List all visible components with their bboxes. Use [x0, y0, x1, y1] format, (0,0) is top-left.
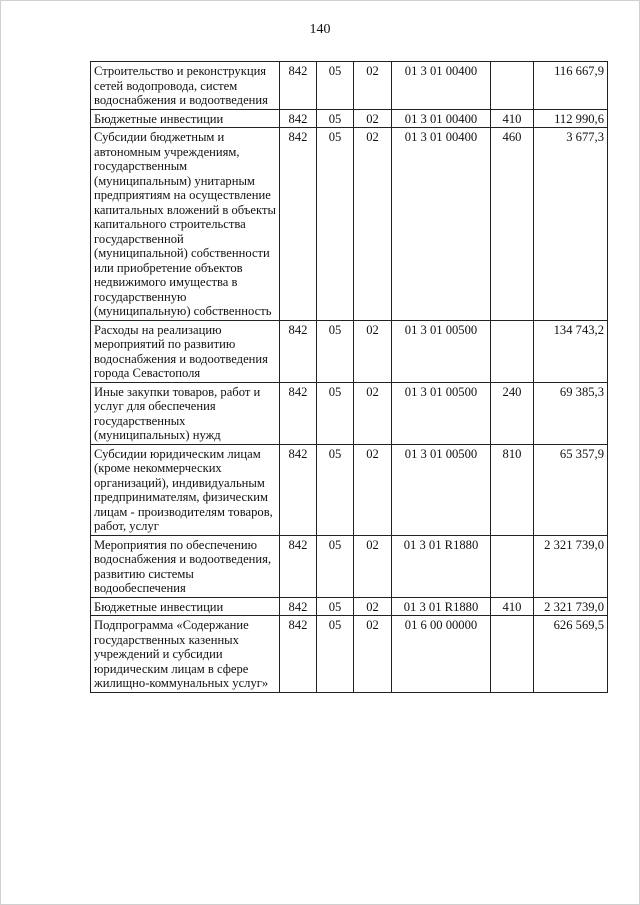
row-grbs: 842 [280, 535, 317, 597]
row-section: 05 [317, 128, 354, 321]
row-target-article: 01 3 01 R1880 [392, 535, 491, 597]
row-section: 05 [317, 62, 354, 110]
table-row [91, 109, 608, 128]
row-name: Бюджетные инвестиции [91, 109, 280, 128]
budget-table [90, 61, 608, 693]
row-subsection: 02 [354, 616, 392, 693]
row-section: 05 [317, 320, 354, 382]
row-grbs: 842 [280, 444, 317, 535]
row-name: Субсидии юридическим лицам (кроме некоммерческих организаций), индивидуальным предпринимателям, физическим лицам - производителям товаров, работ, услуг [91, 444, 280, 535]
table-row [91, 320, 608, 382]
row-expense-type: 810 [491, 444, 534, 535]
row-amount: 65 357,9 [534, 444, 608, 535]
row-amount: 2 321 739,0 [534, 597, 608, 616]
row-grbs: 842 [280, 128, 317, 321]
row-amount: 112 990,6 [534, 109, 608, 128]
table-row [91, 62, 608, 110]
row-grbs: 842 [280, 320, 317, 382]
row-grbs: 842 [280, 109, 317, 128]
row-amount: 134 743,2 [534, 320, 608, 382]
row-subsection: 02 [354, 382, 392, 444]
row-grbs: 842 [280, 62, 317, 110]
row-name: Бюджетные инвестиции [91, 597, 280, 616]
row-name: Подпрограмма «Содержание государственных казенных учреждений и субсидии юридическим лицам в сфере жилищно-коммунальных услуг» [91, 616, 280, 693]
row-name: Мероприятия по обеспечению водоснабжения и водоотведения, развитию системы водообеспечения [91, 535, 280, 597]
row-target-article: 01 3 01 00400 [392, 109, 491, 128]
table-row [91, 382, 608, 444]
row-expense-type [491, 616, 534, 693]
row-section: 05 [317, 109, 354, 128]
row-name: Субсидии бюджетным и автономным учреждениям, государственным (муниципальным) унитарным предприятиям на осуществление капитальных вложений в объекты капитального строительства государственной (муниципальной) собственности или приобретение объектов недвижимого имущества в государственную (муниципальную) собственность [91, 128, 280, 321]
row-subsection: 02 [354, 597, 392, 616]
row-target-article: 01 3 01 00400 [392, 62, 491, 110]
row-grbs: 842 [280, 616, 317, 693]
row-section: 05 [317, 597, 354, 616]
row-target-article: 01 3 01 00500 [392, 444, 491, 535]
row-expense-type: 410 [491, 597, 534, 616]
row-expense-type: 460 [491, 128, 534, 321]
row-subsection: 02 [354, 320, 392, 382]
row-name: Строительство и реконструкция сетей водопровода, систем водоснабжения и водоотведения [91, 62, 280, 110]
row-target-article: 01 3 01 00400 [392, 128, 491, 321]
row-expense-type [491, 535, 534, 597]
row-section: 05 [317, 535, 354, 597]
row-target-article: 01 6 00 00000 [392, 616, 491, 693]
row-section: 05 [317, 444, 354, 535]
row-section: 05 [317, 382, 354, 444]
row-expense-type: 240 [491, 382, 534, 444]
row-target-article: 01 3 01 00500 [392, 320, 491, 382]
row-subsection: 02 [354, 444, 392, 535]
table-row [91, 535, 608, 597]
row-amount: 2 321 739,0 [534, 535, 608, 597]
row-expense-type [491, 320, 534, 382]
table-row [91, 128, 608, 321]
row-subsection: 02 [354, 535, 392, 597]
row-amount: 3 677,3 [534, 128, 608, 321]
row-expense-type [491, 62, 534, 110]
row-target-article: 01 3 01 00500 [392, 382, 491, 444]
table-row [91, 616, 608, 693]
row-amount: 116 667,9 [534, 62, 608, 110]
row-name: Иные закупки товаров, работ и услуг для обеспечения государственных (муниципальных) нужд [91, 382, 280, 444]
row-subsection: 02 [354, 128, 392, 321]
row-name: Расходы на реализацию мероприятий по развитию водоснабжения и водоотведения города Севастополя [91, 320, 280, 382]
row-target-article: 01 3 01 R1880 [392, 597, 491, 616]
row-grbs: 842 [280, 597, 317, 616]
row-grbs: 842 [280, 382, 317, 444]
row-subsection: 02 [354, 109, 392, 128]
row-section: 05 [317, 616, 354, 693]
row-expense-type: 410 [491, 109, 534, 128]
row-amount: 69 385,3 [534, 382, 608, 444]
row-amount: 626 569,5 [534, 616, 608, 693]
row-subsection: 02 [354, 62, 392, 110]
page-number: 140 [309, 22, 331, 37]
table-row [91, 444, 608, 535]
table-row [91, 597, 608, 616]
